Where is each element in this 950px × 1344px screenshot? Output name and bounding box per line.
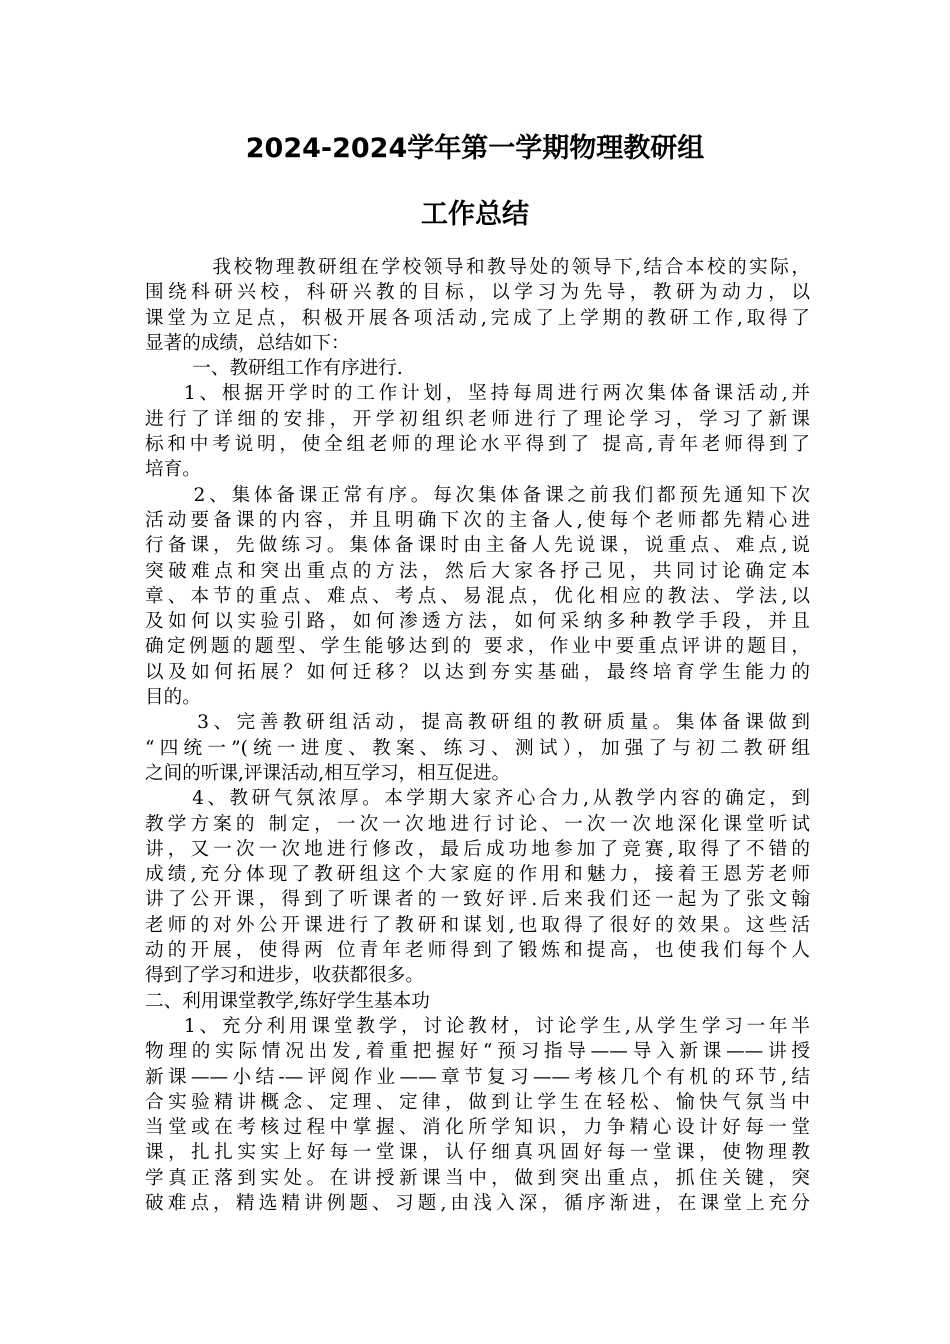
document-body	[145, 255, 810, 1216]
body-text-line: 之间的听课,评课活动,相互学习，相互促进。	[145, 762, 511, 784]
body-text-line: 合实验精讲概念、定理、定律，做到让学生在轻松、愉快气氛当中	[145, 1091, 810, 1113]
body-text-line: 得到了学习和进步，收获都很多。	[145, 965, 424, 987]
body-text-line: 1、根据开学时的工作计划，坚持每周进行两次集体备课活动,并	[145, 383, 810, 405]
body-text-line: 培育。	[145, 459, 201, 481]
body-text-line: 新课——小结-—评阅作业——章节复习——考核几个有机的环节,结	[145, 1066, 810, 1088]
body-text-line: 活动要备课的内容，并且明确下次的主备人,使每个老师都先精心进	[145, 509, 810, 531]
document-title-line-1: 2024-2024学年第一学期物理教研组	[245, 133, 705, 164]
body-text-line: 4、教研气氛浓厚。本学期大家齐心合力,从教学内容的确定，到	[145, 788, 810, 810]
body-text-line: 进行了详细的安排，开学初组织老师进行了理论学习，学习了新课	[145, 408, 810, 430]
body-text-line: 章、本节的重点、难点、考点、易混点，优化相应的教法、学法,以	[145, 585, 810, 607]
body-text-line: 破难点，精选精讲例题、习题,由浅入深，循序渐进，在课堂上充分	[145, 1192, 810, 1214]
body-text-line: 行备课，先做练习。集体备课时由主备人先说课，说重点、难点,说	[145, 535, 810, 557]
body-text-line: 我校物理教研组在学校领导和教导处的领导下,结合本校的实际，	[145, 257, 810, 278]
body-text-line: 2、集体备课正常有序。每次集体备课之前我们都预先通知下次	[145, 484, 810, 506]
body-text-line: 当堂或在考核过程中掌握、消化所学知识，力争精心设计好每一堂	[145, 1117, 810, 1139]
body-text-line: 讲了公开课，得到了听课者的一致好评.后来我们还一起为了张文翰	[145, 889, 810, 911]
body-text-line: 以及如何拓展？如何迁移？以达到夯实基础，最终培育学生能力的	[145, 661, 810, 683]
body-text-line: 老师的对外公开课进行了教研和谋划,也取得了很好的效果。这些活	[145, 914, 810, 936]
body-text-line: 物理的实际情况出发,着重把握好“预习指导——导入新课——讲授	[145, 1041, 810, 1063]
body-text-line: 围绕科研兴校，科研兴教的目标，以学习为先导，教研为动力，以	[145, 282, 810, 304]
body-text-line: 讲，又一次一次地进行修改，最后成功地参加了竞赛,取得了不错的	[145, 838, 810, 860]
body-text-line: 显著的成绩，总结如下：	[145, 332, 350, 354]
body-text-line: 1、充分利用课堂教学，讨论教材，讨论学生,从学生学习一年半	[145, 1015, 810, 1037]
body-text-line: 二、利用课堂教学,练好学生基本功	[145, 990, 430, 1012]
body-text-line: 一、教研组工作有序进行.	[145, 358, 403, 380]
body-text-line: 教学方案的 制定，一次一次地进行讨论、一次一次地深化课堂听试	[145, 813, 810, 835]
body-text-line: 确定例题的题型、学生能够达到的 要求，作业中要重点评讲的题目，	[145, 636, 810, 658]
body-text-line: 课，扎扎实实上好每一堂课，认仔细真巩固好每一堂课，使物理教	[145, 1142, 810, 1164]
body-text-line: 3、完善教研组活动，提高教研组的教研质量。集体备课做到	[145, 712, 810, 734]
body-text-line: “四统一”(统一进度、教案、练习、测试），加强了与初二教研组	[145, 737, 810, 759]
body-text-line: 目的。	[145, 687, 201, 709]
body-text-line: 课堂为立足点，积极开展各项活动,完成了上学期的教研工作,取得了	[145, 307, 810, 329]
document-title-line-2: 工作总结	[421, 199, 529, 230]
body-text-line: 动的开展，使得两 位青年老师得到了锻炼和提高，也使我们每个人	[145, 940, 810, 962]
body-text-line: 标和中考说明，使全组老师的理论水平得到了 提高,青年老师得到了	[145, 434, 810, 456]
body-text-line: 成绩,充分体现了教研组这个大家庭的作用和魅力，接着王恩芳老师	[145, 864, 810, 886]
body-text-line: 学真正落到实处。在讲授新课当中，做到突出重点，抓住关键，突	[145, 1167, 810, 1189]
body-text-line: 及如何以实验引路，如何渗透方法，如何采纳多种教学手段，并且	[145, 611, 810, 633]
body-text-line: 突破难点和突出重点的方法，然后大家各抒己见，共同讨论确定本	[145, 560, 810, 582]
